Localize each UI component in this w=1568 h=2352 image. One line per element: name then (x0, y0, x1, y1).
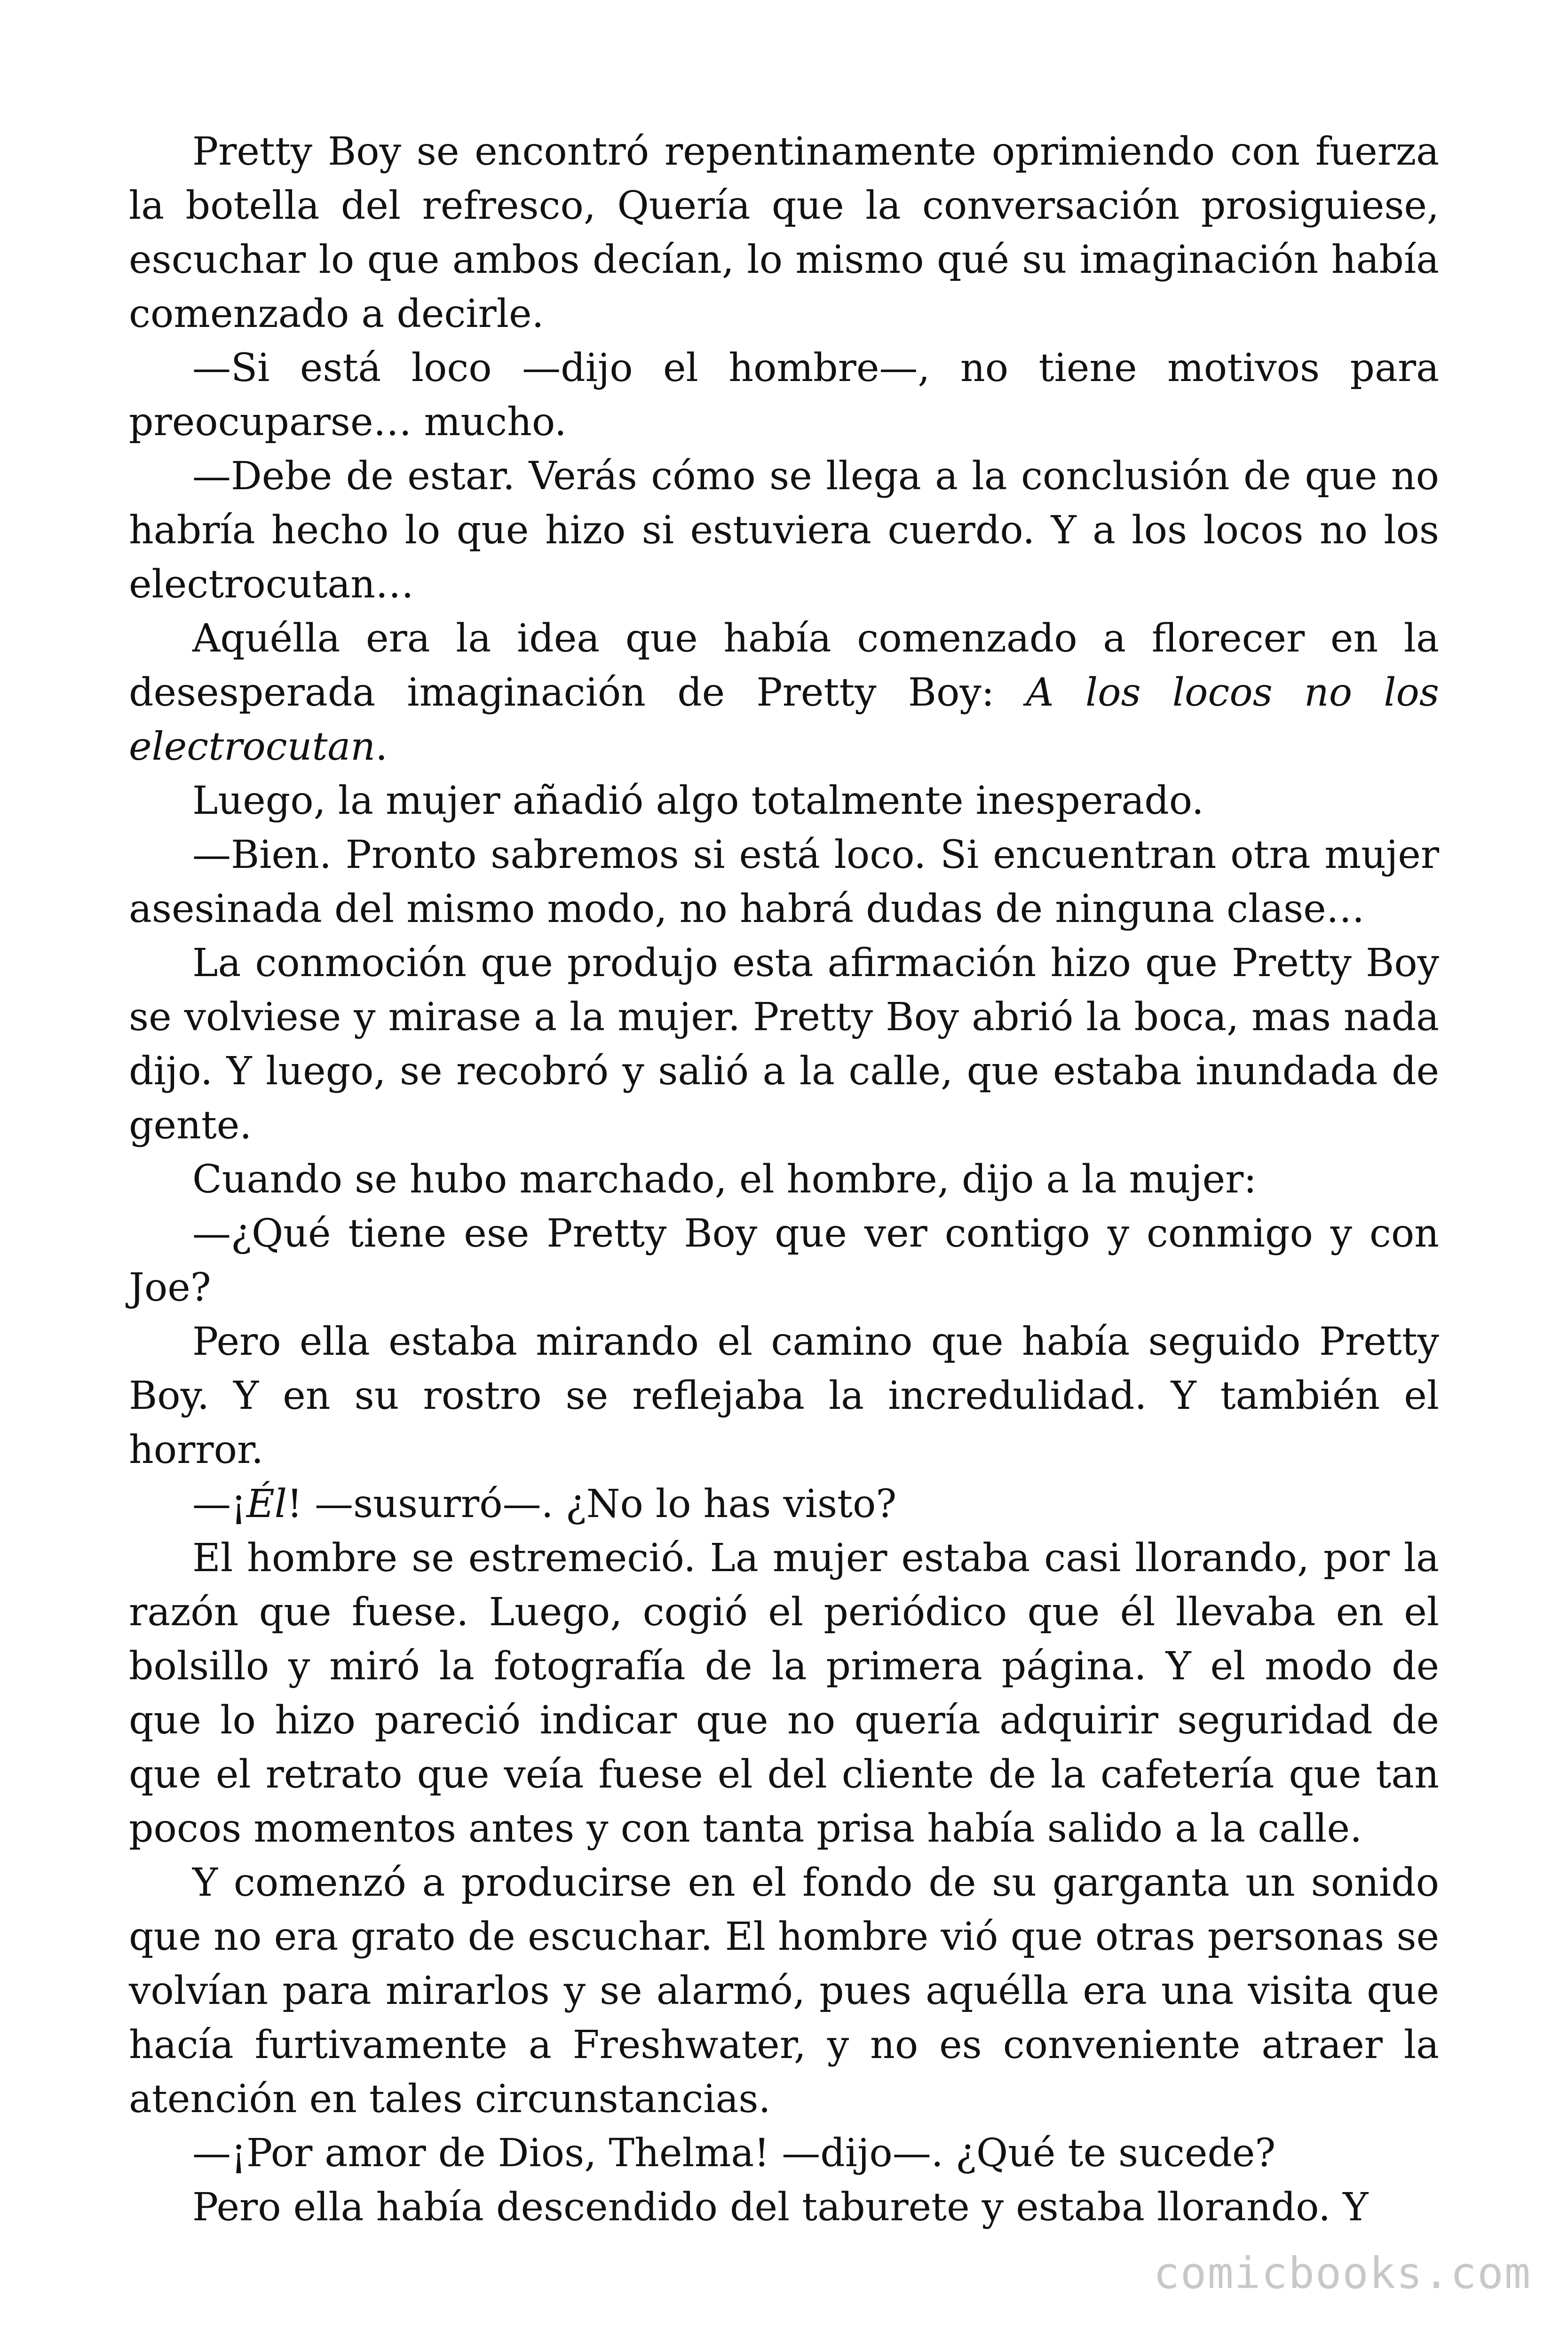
paragraph: —¿Qué tiene ese Pretty Boy que ver contigo y conmigo y con Joe? (129, 1211, 1439, 1310)
paragraph-text: . (375, 724, 388, 769)
paragraph (129, 1477, 1439, 1531)
paragraph: —¡Por amor de Dios, Thelma! —dijo—. ¿Qué te sucede? (192, 2131, 1276, 2176)
paragraph: Pretty Boy se encontró repentinamente oprimiendo con fuerza la botella del refresco, Quería que la conversación prosiguiese, escuchar lo que ambos decían, lo mismo qué su imaginación había comenzado a decirle. (129, 129, 1439, 336)
paragraph-text: Aquélla era la idea que había comenzado a florecer en la desesperada imaginación de Pretty Boy: (129, 616, 1439, 715)
paragraph: —Si está loco —dijo el hombre—, no tiene motivos para preocuparse… mucho. (129, 346, 1439, 445)
paragraph (129, 612, 1439, 774)
paragraph: Luego, la mujer añadió algo totalmente inesperado. (192, 779, 1204, 823)
paragraph-text: ! —susurró—. ¿No lo has visto? (287, 1482, 897, 1526)
paragraph: Cuando se hubo marchado, el hombre, dijo a la mujer: (192, 1157, 1257, 1202)
italic-text: Él (246, 1482, 287, 1526)
page-body (129, 125, 1439, 2234)
paragraph: Pero ella había descendido del taburete y estaba llorando. Y (192, 2185, 1369, 2230)
paragraph: El hombre se estremeció. La mujer estaba casi llorando, por la razón que fuese. Luego, cogió el periódico que él llevaba en el bolsillo y miró la fotografía de la primera página. Y el modo de que lo hizo pareció indicar que no quería adquirir seguridad de que el retrato que veía fuese el del cliente de la cafetería que tan pocos momentos antes y con tanta prisa había salido a la calle. (129, 1536, 1439, 1851)
paragraph-text: —¡ (192, 1482, 246, 1526)
watermark: comicbooks.com (1153, 2248, 1531, 2298)
paragraph: —Bien. Pronto sabremos si está loco. Si encuentran otra mujer asesinada del mismo modo, no habrá dudas de ninguna clase… (129, 833, 1439, 931)
paragraph: —Debe de estar. Verás cómo se llega a la conclusión de que no habría hecho lo que hizo si estuviera cuerdo. Y a los locos no los electrocutan… (129, 454, 1439, 607)
paragraph: La conmoción que produjo esta afirmación hizo que Pretty Boy se volviese y mirase a la mujer. Pretty Boy abrió la boca, mas nada dijo. Y luego, se recobró y salió a la calle, que estaba inundada de gente. (129, 941, 1439, 1148)
italic-text: A los locos no los electrocutan (129, 670, 1439, 769)
paragraph: Pero ella estaba mirando el camino que había seguido Pretty Boy. Y en su rostro se reflejaba la incredulidad. Y también el horror. (129, 1319, 1439, 1472)
paragraph: Y comenzó a producirse en el fondo de su garganta un sonido que no era grato de escuchar. El hombre vió que otras personas se volvían para mirarlos y se alarmó, pues aquélla era una visita que hacía furtivamente a Freshwater, y no es conveniente atraer la atención en tales circunstancias. (129, 1860, 1439, 2122)
